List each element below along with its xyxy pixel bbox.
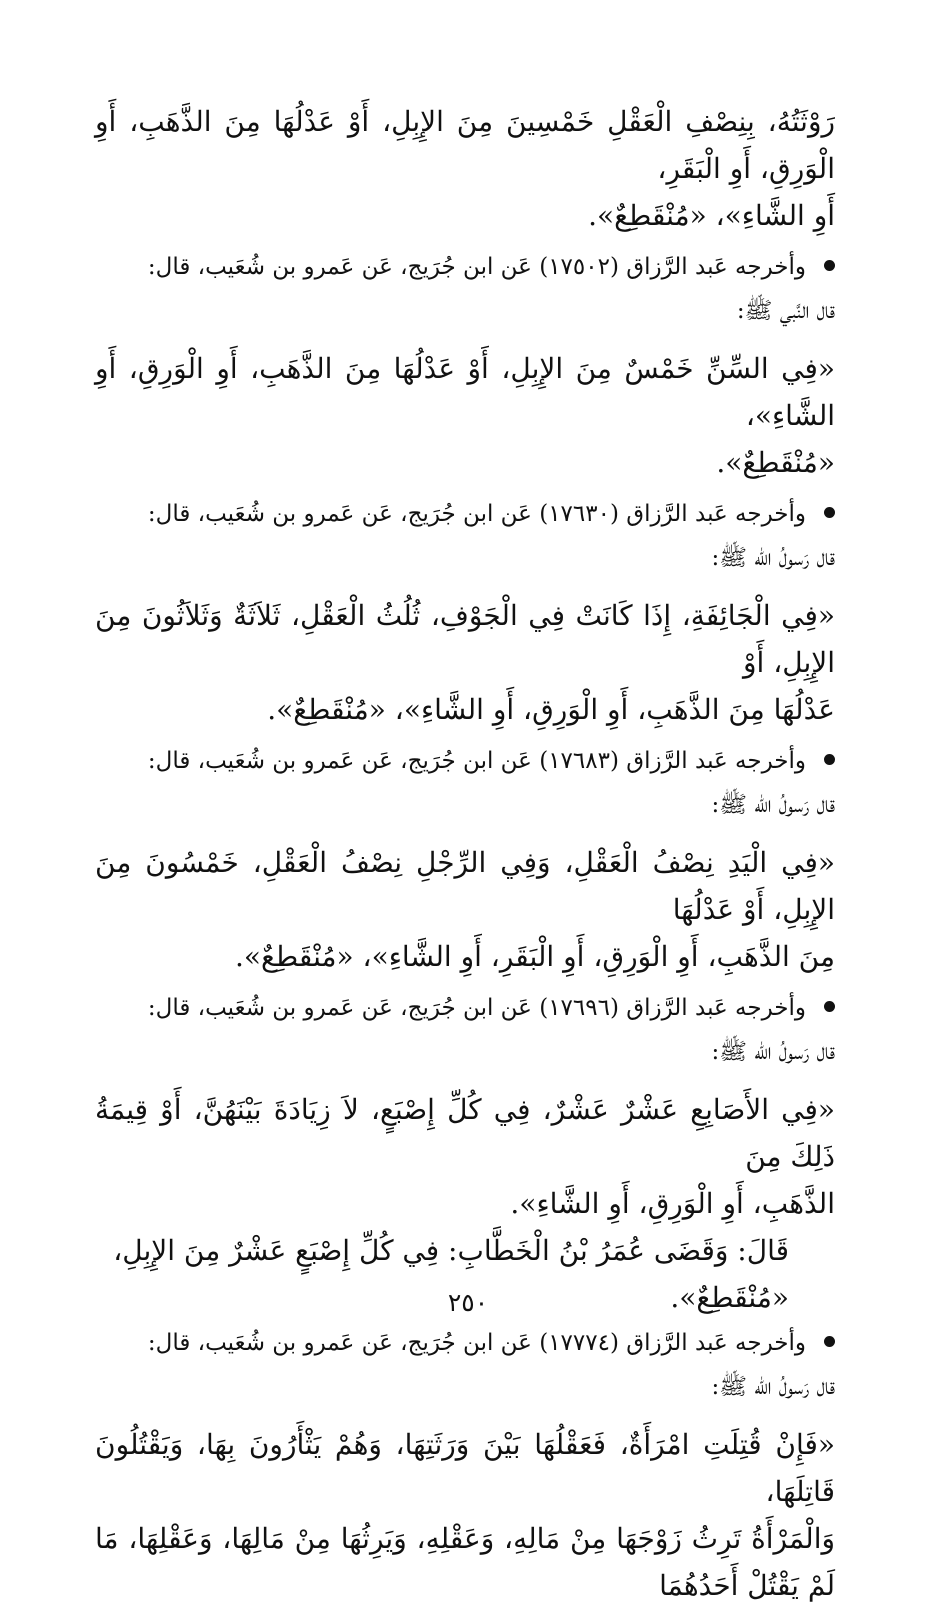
bullet-icon [824, 754, 835, 765]
bullet-icon [824, 260, 835, 271]
citation-lead: قال رَسولُ الله ﷺ: [711, 1374, 835, 1400]
page-body [95, 98, 835, 1609]
citation-text: وأخرجه عَبد الرَّزاق (١٧٦٣٠) عَن ابن جُرَيج، عَن عَمرو بن شُعَيب، قال: [147, 501, 806, 527]
citation-lead: قال رَسولُ الله ﷺ: [711, 1039, 835, 1065]
text-line: «فِي الْجَائِفَةِ، إِذَا كَانَتْ فِي الْجَوْفِ، ثُلُثُ الْعَقْلِ، ثَلاَثَةٌ وَثَلاَثُونَ مِنَ الإِبِلِ، أَوْ [95, 599, 835, 679]
hadith-text [95, 345, 835, 486]
citation-lead: قال رَسولُ الله ﷺ: [711, 792, 835, 818]
text-line: «فَإِنْ قُتِلَتِ امْرَأَةٌ، فَعَقْلُهَا بَيْنَ وَرَثَتِهَا، وَهُمْ يَثْأَرُونَ بِهَا، وَيَقْتُلُونَ قَاتِلَهَا، [95, 1428, 835, 1508]
text-line: قَالَ: وَقَضَى عُمَرُ بْنُ الْخَطَّابِ: فِي كُلِّ إِصْبَعٍ عَشْرٌ مِنَ الإِبِلِ، «مُنْقَطِعٌ». [113, 1234, 789, 1314]
bullet-icon [824, 1336, 835, 1347]
bullet-icon [824, 1001, 835, 1012]
source-citation [95, 986, 835, 1074]
citation-lead: قال رَسولُ الله ﷺ: [711, 545, 835, 571]
text-line: عَدْلُهَا مِنَ الذَّهَبِ، أَوِ الْوَرِقِ، أَوِ الشَّاءِ»، «مُنْقَطِعٌ». [267, 693, 835, 726]
page-number: ٢٥٠ [447, 1288, 489, 1317]
source-citation [95, 245, 835, 333]
hadith-text [95, 98, 835, 239]
citation-lead: قال النَّبي ﷺ: [736, 298, 835, 324]
text-line: أَوِ الشَّاءِ»، «مُنْقَطِعٌ». [588, 199, 835, 232]
hadith-text [95, 839, 835, 980]
citation-text: وأخرجه عَبد الرَّزاق (١٧٧٧٤) عَن ابن جُرَيج، عَن عَمرو بن شُعَيب، قال: [147, 1330, 806, 1356]
text-line: وَالْمَرْأَةُ تَرِثُ زَوْجَهَا مِنْ مَالِهِ، وَعَقْلِهِ، وَيَرِثُهَا مِنْ مَالِهَا، وَعَقْلِهَا، مَا لَمْ يَقْتُلْ أَحَدُهُمَا [95, 1522, 835, 1602]
text-line: «فِي الأَصَابِعِ عَشْرٌ عَشْرٌ، فِي كُلِّ إِصْبَعٍ، لاَ زِيَادَةَ بَيْنَهُنَّ، أَوْ قِيمَةُ ذَلِكَ مِنَ [95, 1093, 835, 1173]
citation-text: وأخرجه عَبد الرَّزاق (١٧٦٨٣) عَن ابن جُرَيج، عَن عَمرو بن شُعَيب، قال: [147, 748, 806, 774]
text-line: رَوْثَتُهُ، بِنِصْفِ الْعَقْلِ خَمْسِينَ مِنَ الإِبِلِ، أَوْ عَدْلُهَا مِنَ الذَّهَبِ، أَوِ الْوَرِقِ، أَوِ الْبَقَرِ، [95, 105, 835, 185]
citation-text: وأخرجه عَبد الرَّزاق (١٧٦٩٦) عَن ابن جُرَيج، عَن عَمرو بن شُعَيب، قال: [147, 995, 806, 1021]
text-line: «فِي السِّنِّ خَمْسٌ مِنَ الإِبِلِ، أَوْ عَدْلُهَا مِنَ الذَّهَبِ، أَوِ الْوَرِقِ، أَوِ الشَّاءِ»، [95, 352, 835, 432]
citation-text: وأخرجه عَبد الرَّزاق (١٧٥٠٢) عَن ابن جُرَيج، عَن عَمرو بن شُعَيب، قال: [147, 254, 806, 280]
text-line: «مُنْقَطِعٌ». [716, 446, 835, 479]
hadith-text [95, 592, 835, 733]
source-citation [95, 492, 835, 580]
text-line: الذَّهَبِ، أَوِ الْوَرِقِ، أَوِ الشَّاءِ». [510, 1187, 835, 1220]
source-citation [95, 739, 835, 827]
text-line: «فِي الْيَدِ نِصْفُ الْعَقْلِ، وَفِي الرِّجْلِ نِصْفُ الْعَقْلِ، خَمْسُونَ مِنَ الإِبِلِ، أَوْ عَدْلُهَا [95, 846, 835, 926]
text-line: مِنَ الذَّهَبِ، أَوِ الْوَرِقِ، أَوِ الْبَقَرِ، أَوِ الشَّاءِ»، «مُنْقَطِعٌ». [235, 940, 835, 973]
hadith-text [95, 1421, 835, 1609]
bullet-icon [824, 507, 835, 518]
source-citation [95, 1321, 835, 1409]
hadith-text [95, 1086, 835, 1227]
